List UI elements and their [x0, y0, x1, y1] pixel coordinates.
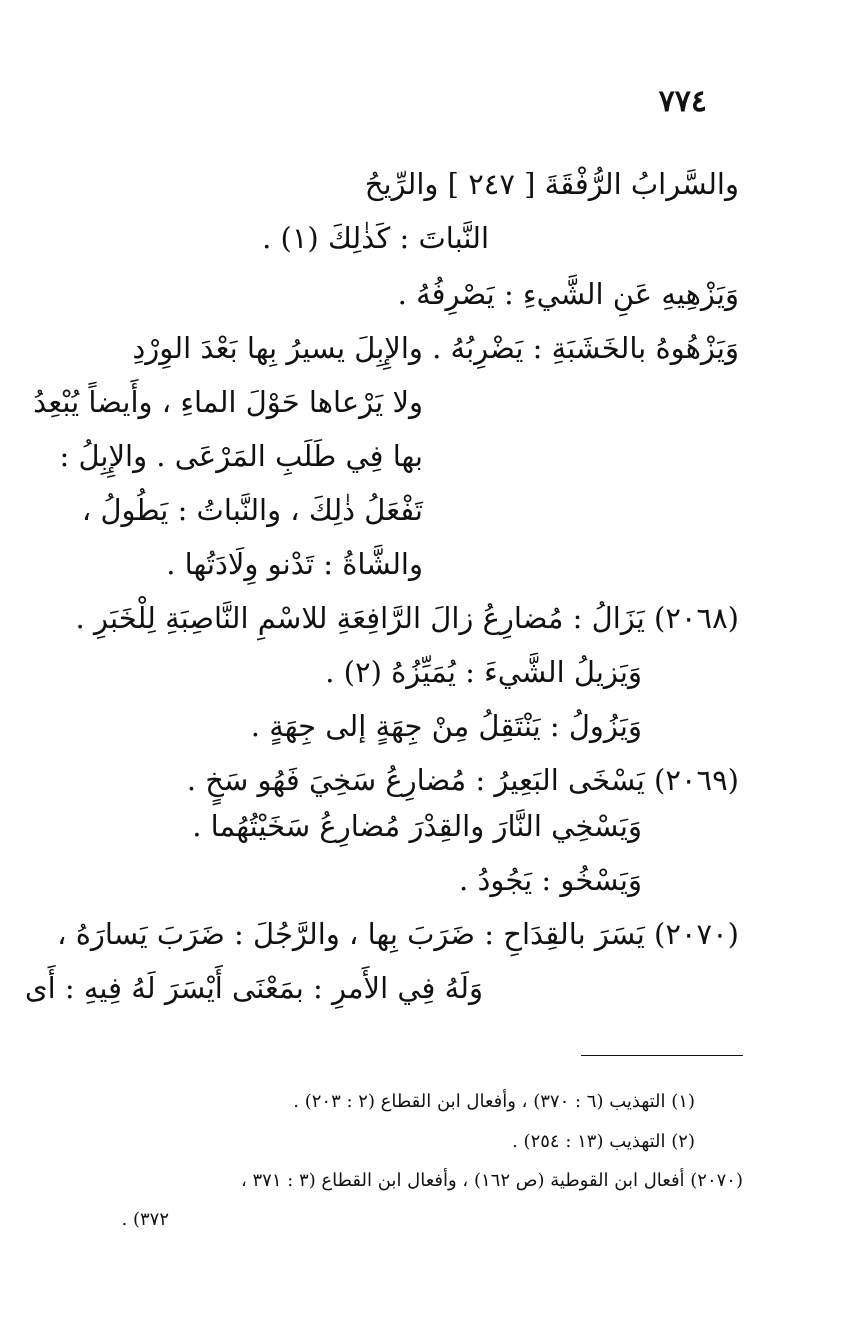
entry-2068: (٢٠٦٨) يَزَالُ : مُضارِعُ زالَ الرَّافِعَةِ للاسْمِ النَّاصِبَةِ لِلْخَبَرِ .	[75, 601, 739, 635]
footnote-2070-continued: ٣٧٢) .	[121, 1209, 169, 1230]
page-number: ٧٧٤	[658, 84, 707, 119]
footnote-2070: (٢٠٧٠) أفعال ابن القوطية (ص ١٦٢) ، وأفعال ابن القطاع (٣ : ٣٧١ ،	[240, 1170, 743, 1191]
footnote-divider	[581, 1055, 743, 1056]
text-line: والشَّاةُ : تَدْنو وِلَادَتُها .	[166, 547, 423, 581]
entry-2070: (٢٠٧٠) يَسَرَ بالقِدَاحِ : ضَرَبَ بِها ، والرَّجُلَ : ضَرَبَ يَسارَهُ ،	[57, 917, 739, 951]
text-line: وَيَزُولُ : يَنْتَقِلُ مِنْ جِهَةٍ إلى جِهَةٍ .	[250, 709, 642, 743]
text-line: وَلَهُ فِي الأَمرِ : بمَعْنَى أَيْسَرَ لَهُ فِيهِ : أَى	[24, 971, 483, 1005]
text-line: والسَّرابُ الرُّفْقَةَ [ ٢٤٧ ] والرِّيحُ	[364, 167, 739, 201]
text-line: تَفْعَلُ ذٰلِكَ ، والنَّباتُ : يَطُولُ ،	[81, 493, 423, 527]
entry-2069: (٢٠٦٩) يَسْخَى البَعِيرُ : مُضارِعُ سَخِيَ فَهُو سَخٍ .	[186, 763, 739, 797]
text-line: ولا يَرْعاها حَوْلَ الماءِ ، وأَيضاً يُبْعِدُ	[33, 385, 423, 419]
text-line: وَيَزْهُوهُ بالخَشَبَةِ : يَضْرِبُهُ . والإِبِلَ يسيرُ بِها بَعْدَ الوِرْدِ	[132, 331, 739, 365]
text-line: وَيَسْخُو : يَجُودُ .	[459, 863, 642, 897]
text-line: النَّباتَ : كَذٰلِكَ (١) .	[262, 221, 489, 255]
text-line: وَيَزْهِيهِ عَنِ الشَّيءِ : يَصْرِفُهُ .	[397, 277, 739, 311]
footnote-2: (٢) التهذيب (١٣ : ٢٥٤) .	[512, 1131, 695, 1152]
footnote-1: (١) التهذيب (٦ : ٣٧٠) ، وأفعال ابن القطاع (٢ : ٢٠٣) .	[293, 1091, 695, 1112]
text-line: وَيَسْخِي النَّارَ والقِدْرَ مُضارِعُ سَخَيْتُهُما .	[192, 809, 642, 843]
text-line: وَيَزيلُ الشَّيءَ : يُمَيِّزُهُ (٢) .	[325, 655, 642, 689]
text-line: بها فِي طَلَبِ المَرْعَى . والإِبِلُ :	[59, 439, 423, 473]
